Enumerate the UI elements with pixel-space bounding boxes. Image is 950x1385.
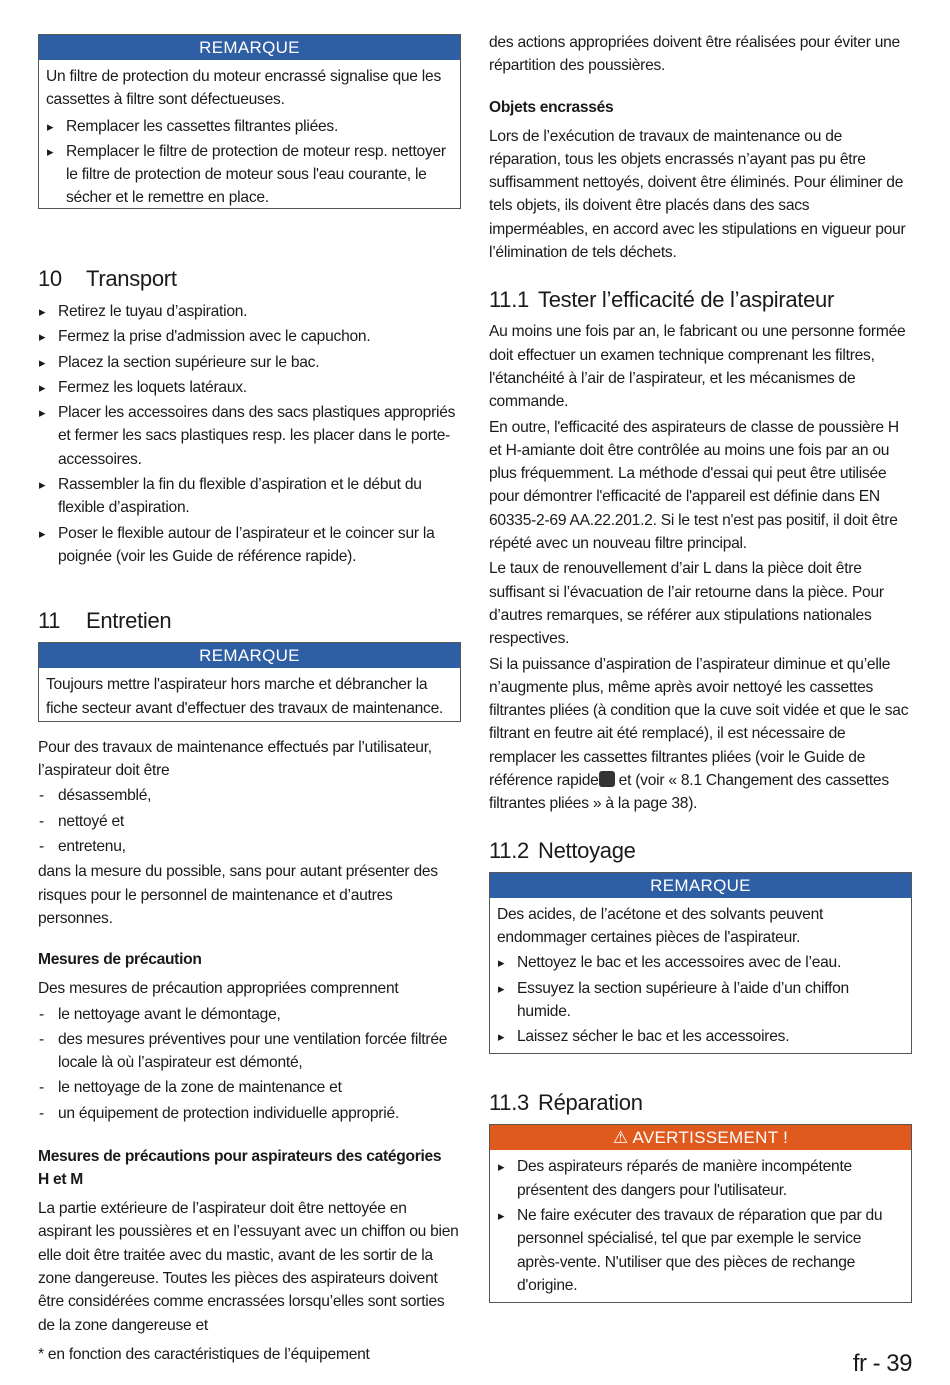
note-label: REMARQUE — [490, 873, 911, 898]
maintenance-intro: Pour des travaux de maintenance effectués par l’utilisateur, l’aspirateur doit être — [38, 738, 432, 780]
list-item: ▸ Remplacer les cassettes filtrantes pliées. — [46, 115, 453, 138]
precautions-list — [38, 1003, 461, 1125]
section-title: Tester l’efficacité de l’aspirateur — [538, 287, 835, 313]
section-heading-test — [489, 285, 912, 315]
section-number: 11.2 — [489, 837, 529, 863]
section-title: Entretien — [86, 608, 172, 634]
section-title: Nettoyage — [538, 837, 636, 863]
test-paragraph-2: En outre, l'efficacité des aspirateurs de classe de poussière H et H-amiante doit être contrôlée au moins une fois par an ou plus fréquemment. La méthode d'essai qui peut être utilisée pour démontrer l'efficacité de l'appareil est définie dans EN 60335-2-69 AA.22.201.2. Si le test n'est pas positif, il doit être répété avec un nouveau filtre principal. — [489, 418, 899, 553]
maintenance-outro: dans la mesure du possible, sans pour autant présenter des risques pour le personnel de maintenance et d’autres personnes. — [38, 863, 438, 927]
list-item: - entretenu, — [38, 835, 461, 858]
list-item: ▸ Rassembler la fin du flexible d’aspiration et le début du flexible d’aspiration. — [38, 473, 461, 520]
note-body — [39, 668, 460, 721]
section-heading-transport — [38, 264, 461, 294]
warning-box-repair — [489, 1124, 912, 1303]
list-item: ▸ Des aspirateurs réparés de manière incompétente présentent des dangers pour l'utilisateur. — [497, 1155, 904, 1202]
test-paragraph-4 — [489, 653, 912, 816]
note-label: REMARQUE — [39, 35, 460, 60]
note-box-cleaning — [489, 872, 912, 1055]
list-item: - désassemblé, — [38, 784, 461, 807]
test-paragraph-4-end: et (voir « 8.1 Changement des cassettes filtrantes pliées » à la page 38). — [489, 772, 889, 813]
section-number: 11.1 — [489, 287, 529, 313]
list-item: - un équipement de protection individuelle approprié. — [38, 1102, 461, 1125]
list-item: ▸ Ne faire exécuter des travaux de réparation que par du personnel spécialisé, tel que par exemple le service après-vente. N'utiliser que des pièces de rechange d'origine. — [497, 1204, 904, 1297]
list-item: ▸ Essuyez la section supérieure à l’aide d’un chiffon humide. — [497, 977, 904, 1024]
note-text: Toujours mettre l'aspirateur hors marche et débrancher la fiche secteur avant d'effectuer des travaux de maintenance. — [46, 676, 444, 717]
section-title: Réparation — [538, 1090, 643, 1116]
list-item: ▸ Retirez le tuyau d’aspiration. — [38, 300, 461, 323]
section-number: 10 — [38, 266, 62, 291]
section-heading-nettoyage — [489, 836, 912, 866]
list-item: - le nettoyage avant le démontage, — [38, 1003, 461, 1026]
list-item: ▸ Nettoyez le bac et les accessoires avec de l’eau. — [497, 951, 904, 974]
footnote: * en fonction des caractéristiques de l’équipement — [38, 1346, 370, 1363]
right-column — [489, 31, 912, 1303]
test-paragraph-1: Au moins une fois par an, le fabricant ou une personne formée doit effectuer un examen technique comprenant les filtres, l'étanchéité à l’air de l’aspirateur, et les mécanismes de commande. — [489, 323, 906, 411]
test-paragraph-3: Le taux de renouvellement d’air L dans la pièce doit être suffisant si l’évacuation de l’air retourne dans la pièce. Pour d’autres remarques, se référer aux stipulations nationales respectives. — [489, 560, 884, 648]
note-body — [39, 60, 460, 215]
precautions-heading: Mesures de précaution — [38, 951, 202, 969]
list-item: - des mesures préventives pour une ventilation forcée filtrée locale là où l’aspirateur est démonté, — [38, 1028, 461, 1075]
note-text: Des acides, de l’acétone et des solvants peuvent endommager certaines pièces de l'aspirateur. — [497, 905, 824, 946]
section-number: 11.3 — [489, 1090, 529, 1116]
continued-text: des actions appropriées doivent être réalisées pour éviter une répartition des poussières. — [489, 34, 900, 75]
section-number: 11 — [38, 608, 61, 634]
note-list — [46, 115, 453, 210]
note-label: REMARQUE — [39, 643, 460, 668]
test-paragraph-4-start: Si la puissance d’aspiration de l’aspirateur diminue et qu’elle n’augmente plus, même après avoir nettoyé les cassettes filtrantes pliées (à condition que la cuve soit vidée et que le sac filtrant en feutre ait été remplacé), il est nécessaire de remplacer les cassettes filtrantes pliées (voir le Guide de référence rapide — [489, 655, 909, 790]
list-item: ▸ Placer les accessoires dans des sacs plastiques appropriés et fermer les sacs plastiques resp. les placer dans le porte-accessoires. — [38, 401, 461, 471]
dirty-objects-text: Lors de l’exécution de travaux de maintenance ou de réparation, tous les objets encrassés n’ayant pas pu être suffisamment nettoyés, doivent être éliminés. Pour éliminer de tels objets, ils doivent être placés dans des sacs imperméables, en accord avec les stipulations en vigueur pour l’élimination de tels déchets. — [489, 127, 906, 262]
note-body — [490, 898, 911, 1054]
list-item: ▸ Fermez les loquets latéraux. — [38, 376, 461, 399]
note-box-maintenance — [38, 642, 461, 722]
hm-text: La partie extérieure de l’aspirateur doit être nettoyée en aspirant les poussières et en l’essuyant avec un chiffon ou bien elle doit être traitée avec du mastic, avant de les sortir de la zone dangereuse. Toutes les pièces des aspirateurs doivent être considérées comme encrassées lorsqu’elles sont sorties de la zone dangereuse et — [38, 1200, 459, 1334]
warning-body — [490, 1150, 911, 1302]
section-heading-entretien — [38, 606, 461, 636]
list-item: ▸ Laissez sécher le bac et les accessoires. — [497, 1025, 904, 1048]
warning-label: ⚠ AVERTISSEMENT ! — [490, 1125, 911, 1150]
section-heading-reparation — [489, 1088, 912, 1118]
list-item: ▸ Poser le flexible autour de l’aspirateur et le coincer sur la poignée (voir les Guide de référence rapide). — [38, 522, 461, 569]
repair-list — [497, 1155, 904, 1297]
list-item: ▸ Placez la section supérieure sur le bac. — [38, 351, 461, 374]
list-item: ▸ Fermez la prise d'admission avec le capuchon. — [38, 325, 461, 348]
list-item: ▸ Remplacer le filtre de protection de moteur resp. nettoyer le filtre de protection de moteur sous l'eau courante, le sécher et le remettre en place. — [46, 140, 453, 210]
note-box-filter — [38, 34, 461, 209]
hm-heading: Mesures de précautions pour aspirateurs des catégories H et M — [38, 1148, 442, 1189]
page-number: fr - 39 — [852, 1350, 912, 1377]
precautions-intro: Des mesures de précaution appropriées comprennent — [38, 980, 399, 998]
left-column — [38, 34, 461, 1337]
list-item: - le nettoyage de la zone de maintenance et — [38, 1076, 461, 1099]
section-title: Transport — [86, 266, 177, 291]
list-item: - nettoyé et — [38, 810, 461, 833]
maintenance-list — [38, 784, 461, 858]
cleaning-steps — [497, 951, 904, 1048]
transport-steps — [38, 300, 461, 568]
dirty-objects-heading: Objets encrassés — [489, 98, 614, 116]
quick-guide-icon — [599, 771, 615, 787]
note-text: Un filtre de protection du moteur encrassé signalise que les cassettes à filtre sont défectueuses. — [46, 68, 441, 109]
